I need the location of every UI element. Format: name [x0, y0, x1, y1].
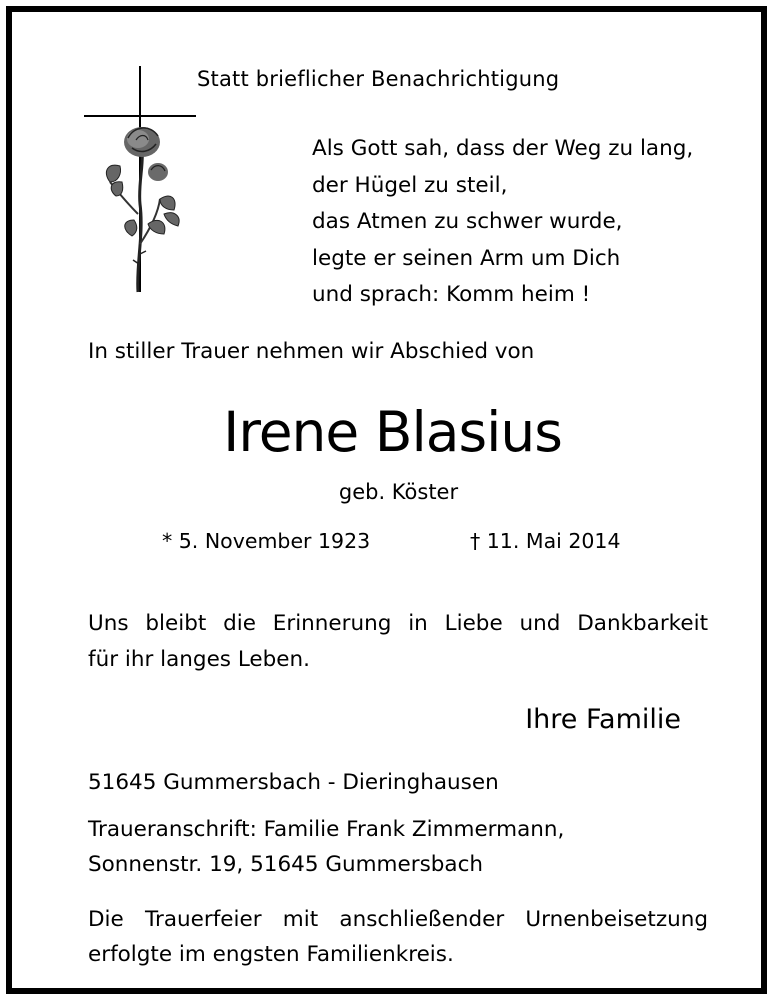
obituary-frame — [6, 6, 767, 994]
memory-line: für ihr langes Leben. — [88, 647, 310, 672]
death-date: † 11. Mai 2014 — [470, 529, 621, 553]
contact-line: Sonnenstr. 19, 51645 Gummersbach — [88, 852, 484, 877]
birth-date: * 5. November 1923 — [162, 529, 371, 553]
contact-line: Traueranschrift: Familie Frank Zimmermann, — [88, 817, 565, 842]
poem-line: und sprach: Komm heim ! — [312, 282, 591, 307]
ceremony-notice — [88, 902, 708, 972]
signature: Ihre Familie — [525, 704, 681, 735]
notice-line: erfolgte im engsten Familienkreis. — [88, 942, 454, 967]
poem-line: Als Gott sah, dass der Weg zu lang, — [312, 136, 694, 161]
poem — [312, 131, 693, 314]
poem-line: legte er seinen Arm um Dich — [312, 245, 621, 271]
header-text: Statt brieflicher Benachrichtigung — [197, 67, 560, 91]
maiden-name: geb. Köster — [338, 480, 459, 504]
poem-line: der Hügel zu steil, — [312, 172, 508, 198]
memory-line: Uns bleibt die Erinnerung in Liebe und Dankbarkeit — [88, 611, 708, 636]
poem-line: das Atmen zu schwer wurde, — [312, 209, 623, 234]
deceased-name: Irene Blasius — [223, 400, 562, 464]
notice-line: Die Trauerfeier mit anschließender Urnenbeisetzung — [88, 907, 708, 932]
cross-with-rose-icon — [78, 64, 203, 296]
location-text: 51645 Gummersbach - Dieringhausen — [88, 770, 499, 795]
memory-text — [88, 606, 708, 678]
intro-text: In stiller Trauer nehmen wir Abschied von — [88, 339, 535, 364]
